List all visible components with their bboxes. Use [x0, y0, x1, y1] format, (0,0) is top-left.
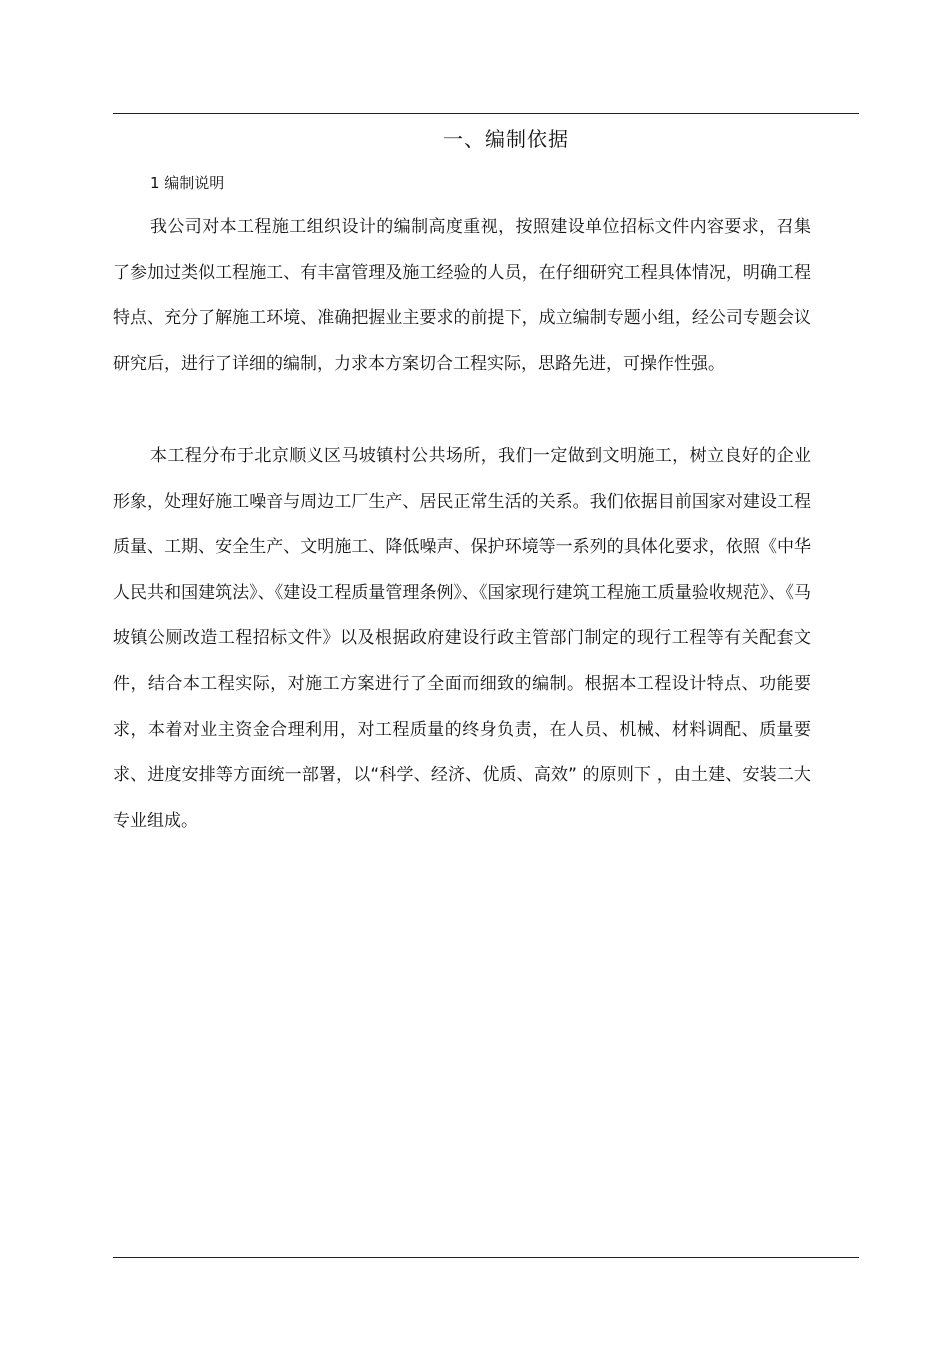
- header-rule: [113, 113, 859, 114]
- footer-rule: [113, 1257, 859, 1258]
- paragraph-2: 本工程分布于北京顺义区马坡镇村公共场所，我们一定做到文明施工，树立良好的企业形象，处理好施工噪音与周边工厂生产、居民正常生活的关系。我们依据目前国家对建设工程质量、工期、安全生产、文明施工、降低噪声、保护环境等一系列的具体化要求，依照《中华人民共和国建筑法》、《建设工程质量管理条例》、《国家现行建筑工程施工质量验收规范》、《马坡镇公厕改造工程招标文件》以及根据政府建设行政主管部门制定的现行工程等有关配套文件，结合本工程实际，对施工方案进行了全面而细致的编制。根据本工程设计特点、功能要求，本着对业主资金合理利用，对工程质量的终身负责，在人员、机械、材料调配、质量要求、进度安排等方面统一部署，以“科学、经济、优质、高效” 的原则下 ，由土建、安装二大专业组成。: [113, 446, 811, 831]
- page-title: 一、编制依据: [443, 127, 569, 151]
- paragraph-1: 我公司对本工程施工组织设计的编制高度重视，按照建设单位招标文件内容要求，召集了参加过类似工程施工、有丰富管理及施工经验的人员，在仔细研究工程具体情况，明确工程特点、充分了解施工环境、准确把握业主要求的前提下，成立编制专题小组，经公司专题会议研究后，进行了详细的编制，力求本方案切合工程实际，思路先进，可操作性强。: [113, 217, 811, 374]
- section-heading: 1 编制说明: [150, 174, 225, 192]
